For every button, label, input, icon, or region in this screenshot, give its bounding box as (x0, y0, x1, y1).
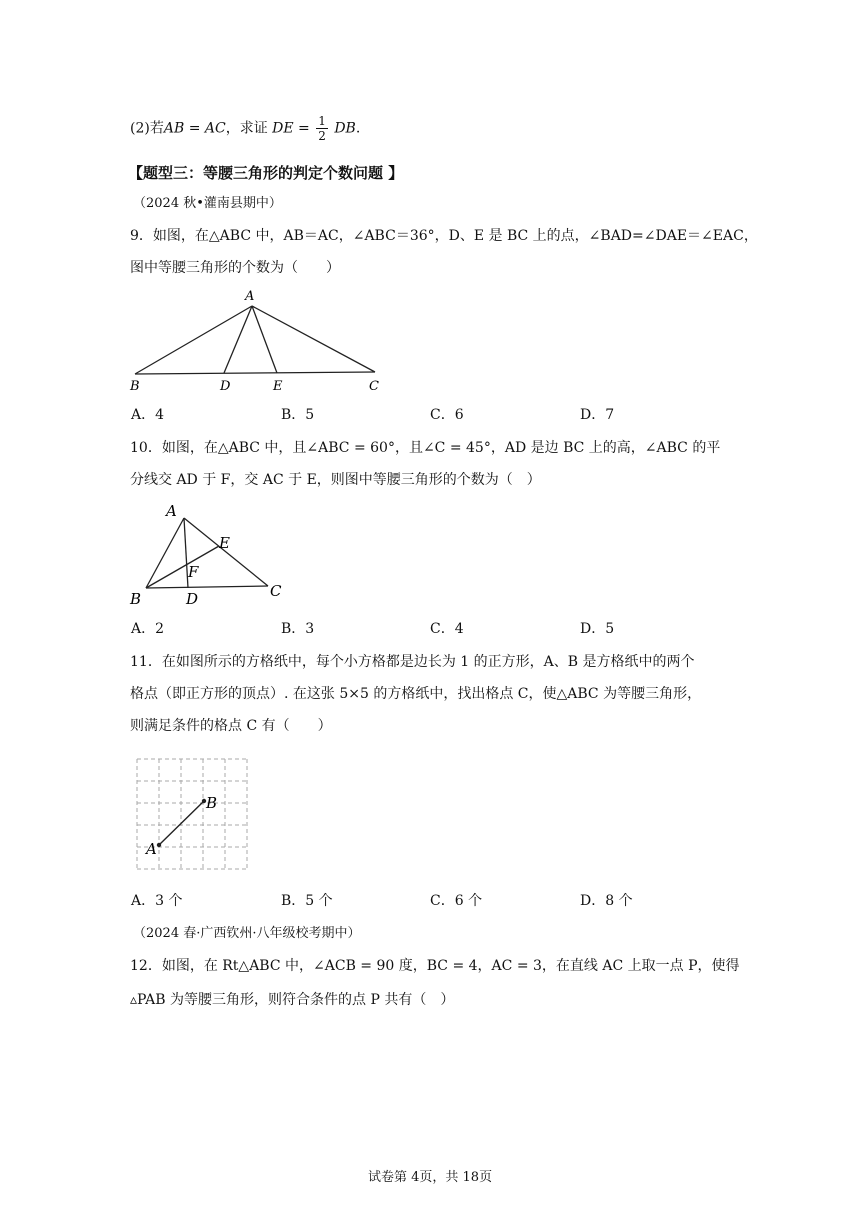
q11-option-a[interactable]: A．3 个 (131, 893, 183, 909)
segment-bc (146, 586, 268, 588)
q9-option-a[interactable]: A．4 (131, 407, 165, 423)
page-footer: 试卷第 4页，共 18页 (368, 1170, 493, 1185)
q9-line2: 图中等腰三角形的个数为（ ） (130, 260, 340, 276)
q11-option-c[interactable]: C．6 个 (430, 893, 483, 909)
q10-line2: 分线交 AD 于 F，交 AC 于 E，则图中等腰三角形的个数为（ ） (130, 472, 541, 488)
q9-option-c[interactable]: C．6 (430, 407, 464, 423)
q11-line2: 格点（即正方形的顶点）. 在这张 5×5 的方格纸中，找出格点 C，使△ABC 为等腰三角形， (130, 686, 702, 702)
label-f: F (188, 563, 199, 581)
q8-mid: ，求证 (225, 120, 268, 137)
segment-ac (252, 306, 375, 372)
label-b: B (130, 590, 142, 608)
segment-ad (224, 306, 252, 373)
section-title: 【题型三：等腰三角形的判定个数问题 】 (128, 164, 404, 182)
q10-option-c[interactable]: C．4 (430, 621, 464, 637)
segment-bc (135, 372, 375, 374)
q12-line1: 12．如图，在 Rt△ABC 中，∠ACB = 90 度，BC = 4，AC = 3，在直线 AC 上取一点 P，使得 (130, 958, 740, 974)
q10-figure (126, 500, 296, 610)
point-a (157, 843, 161, 847)
source-note-2: （2024 春·广西钦州·八年级校考期中） (133, 926, 361, 941)
q10-option-a[interactable]: A．2 (131, 621, 165, 637)
segment-ab (135, 306, 252, 374)
q8-part2 (130, 114, 360, 143)
label-d: D (220, 379, 231, 394)
q12-line2: ▵PAB 为等腰三角形，则符合条件的点 P 共有（ ） (130, 992, 455, 1008)
label-c: C (369, 379, 379, 394)
label-b: B (206, 794, 218, 812)
q8-frac-den: 2 (318, 129, 326, 143)
q8-rhs: DB (334, 120, 356, 137)
label-a: A (166, 502, 177, 520)
q8-condition: AB = AC (163, 120, 226, 137)
label-d: D (186, 590, 199, 608)
label-a: A (245, 289, 255, 304)
q11-option-b[interactable]: B．5 个 (281, 893, 333, 909)
label-b: B (130, 379, 140, 394)
q8-frac-num: 1 (318, 114, 326, 128)
q10-line1: 10．如图，在△ABC 中，且∠ABC = 60°，且∠C = 45°，AD 是边 BC 上的高，∠ABC 的平 (130, 440, 721, 456)
q8-end: . (355, 120, 361, 137)
q10-option-b[interactable]: B．3 (281, 621, 315, 637)
label-e: E (273, 379, 283, 394)
q11-figure (126, 750, 256, 872)
label-c: C (270, 582, 282, 600)
q8-lhs: DE = (272, 120, 310, 137)
label-e: E (219, 534, 230, 552)
q11-line3: 则满足条件的格点 C 有（ ） (130, 718, 332, 734)
q8-prefix: (2)若 (130, 120, 164, 137)
label-a: A (146, 840, 157, 858)
segment-ae (252, 306, 277, 373)
source-note-1: （2024 秋•灌南县期中） (133, 196, 282, 211)
q9-option-d[interactable]: D．7 (580, 407, 615, 423)
q8-fraction (316, 114, 328, 143)
q9-option-b[interactable]: B．5 (281, 407, 315, 423)
q9-figure (126, 286, 396, 396)
q11-line1: 11．在如图所示的方格纸中，每个小方格都是边长为 1 的正方形，A、B 是方格纸中的两个 (130, 654, 695, 670)
q10-option-d[interactable]: D．5 (580, 621, 615, 637)
q9-line1: 9．如图，在△ABC 中，AB＝AC，∠ABC＝36°，D、E 是 BC 上的点，∠BAD=∠DAE＝∠EAC， (130, 228, 758, 244)
q11-option-d[interactable]: D．8 个 (580, 893, 633, 909)
